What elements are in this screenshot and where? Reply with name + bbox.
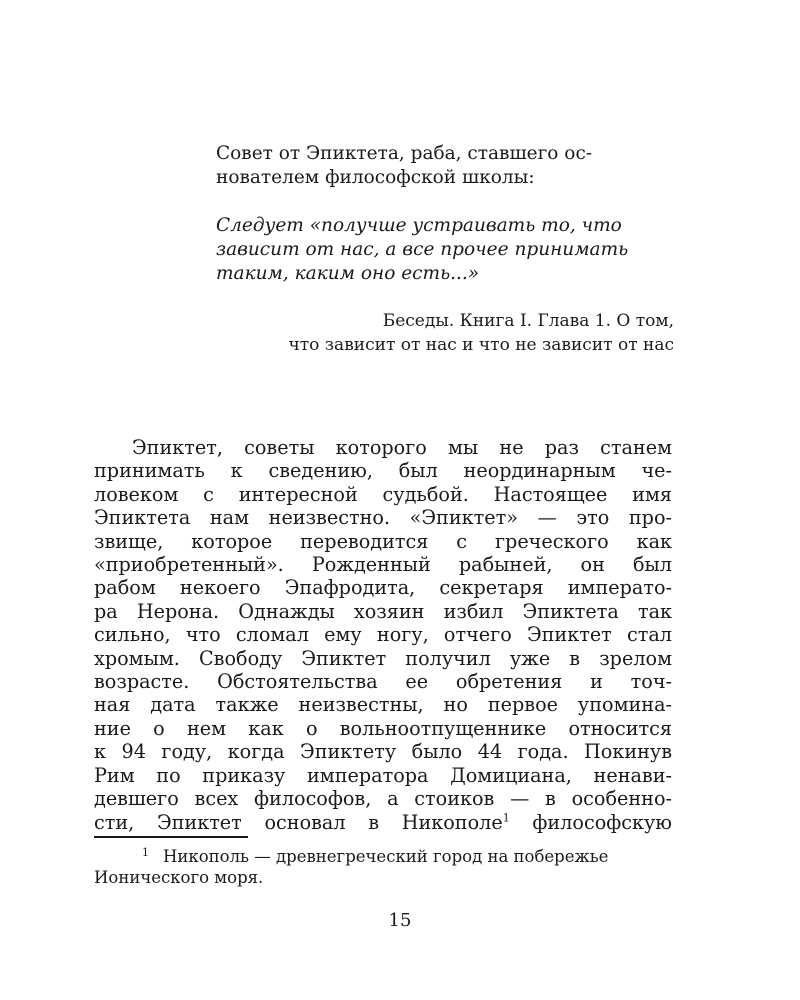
- paragraph-line: ловеком с интересной судьбой. Настоящее имя: [94, 482, 672, 506]
- footnote-divider: [94, 836, 248, 838]
- epigraph-intro-line: нователем философской школы:: [216, 167, 535, 188]
- epigraph-quote-line: зависит от нас, а все прочее принимать: [216, 239, 629, 260]
- footnote-reference[interactable]: 1: [502, 811, 510, 825]
- paragraph-line: к 94 году, когда Эпиктету было 44 года. Покинув: [94, 740, 672, 764]
- paragraph-line: Эпиктет, советы которого мы не раз станем: [132, 436, 672, 459]
- paragraph-last-line-suffix: философскую: [509, 810, 672, 834]
- footnote-line-1: [94, 846, 674, 867]
- paragraph-last-line: [94, 811, 672, 834]
- epigraph: [216, 142, 674, 357]
- footnote-marker: 1: [142, 845, 149, 859]
- epigraph-quote-line: Следует «получше устраивать то, что: [216, 215, 622, 236]
- epigraph-intro: [216, 142, 674, 190]
- paragraph-line: «приобретенный». Рожденный рабыней, он был: [94, 553, 672, 577]
- footnote: [94, 846, 674, 888]
- paragraph-line: возрасте. Обстоятельства ее обретения и точ-: [94, 670, 672, 694]
- paragraph-last-line-text: сти, Эпиктет основал в Никополе: [94, 810, 503, 834]
- paragraph-line: ная дата также неизвестны, но первое упомина-: [94, 693, 672, 717]
- paragraph-line: хромым. Свободу Эпиктет получил уже в зрелом: [94, 646, 672, 670]
- paragraph-line: звище, которое переводится с греческого как: [94, 529, 672, 553]
- epigraph-quote-line: таким, каким оно есть...»: [216, 263, 480, 284]
- paragraph-line: сильно, что сломал ему ногу, отчего Эпиктет стал: [94, 623, 672, 647]
- footnote-text-1: Никополь — древнегреческий город на побережье: [163, 847, 609, 866]
- paragraph-line: рабом некоего Эпафродита, секретаря императо-: [94, 576, 672, 600]
- footnote-text-2: Ионического моря.: [94, 868, 264, 887]
- paragraph-line: Рим по приказу императора Домициана, ненави-: [94, 763, 672, 787]
- paragraph-line: принимать к сведению, был неординарным че-: [94, 459, 672, 483]
- paragraph-line: девшего всех философов, а стоиков — в особенно-: [94, 787, 672, 811]
- epigraph-intro-line: Совет от Эпиктета, раба, ставшего ос-: [216, 143, 593, 164]
- paragraph-line: Эпиктета нам неизвестно. «Эпиктет» — это про-: [94, 506, 672, 530]
- epigraph-source: [216, 309, 674, 357]
- epigraph-source-line: Беседы. Книга I. Глава 1. О том,: [382, 311, 674, 331]
- epigraph-source-line: что зависит от нас и что не зависит от нас: [288, 335, 674, 355]
- main-paragraph: [94, 436, 672, 834]
- epigraph-quote: [216, 214, 674, 286]
- paragraph-line: ние о нем как о вольноотпущеннике относится: [94, 716, 672, 740]
- page-number: 15: [388, 910, 412, 931]
- paragraph-line: ра Нерона. Однажды хозяин избил Эпиктета так: [94, 599, 672, 623]
